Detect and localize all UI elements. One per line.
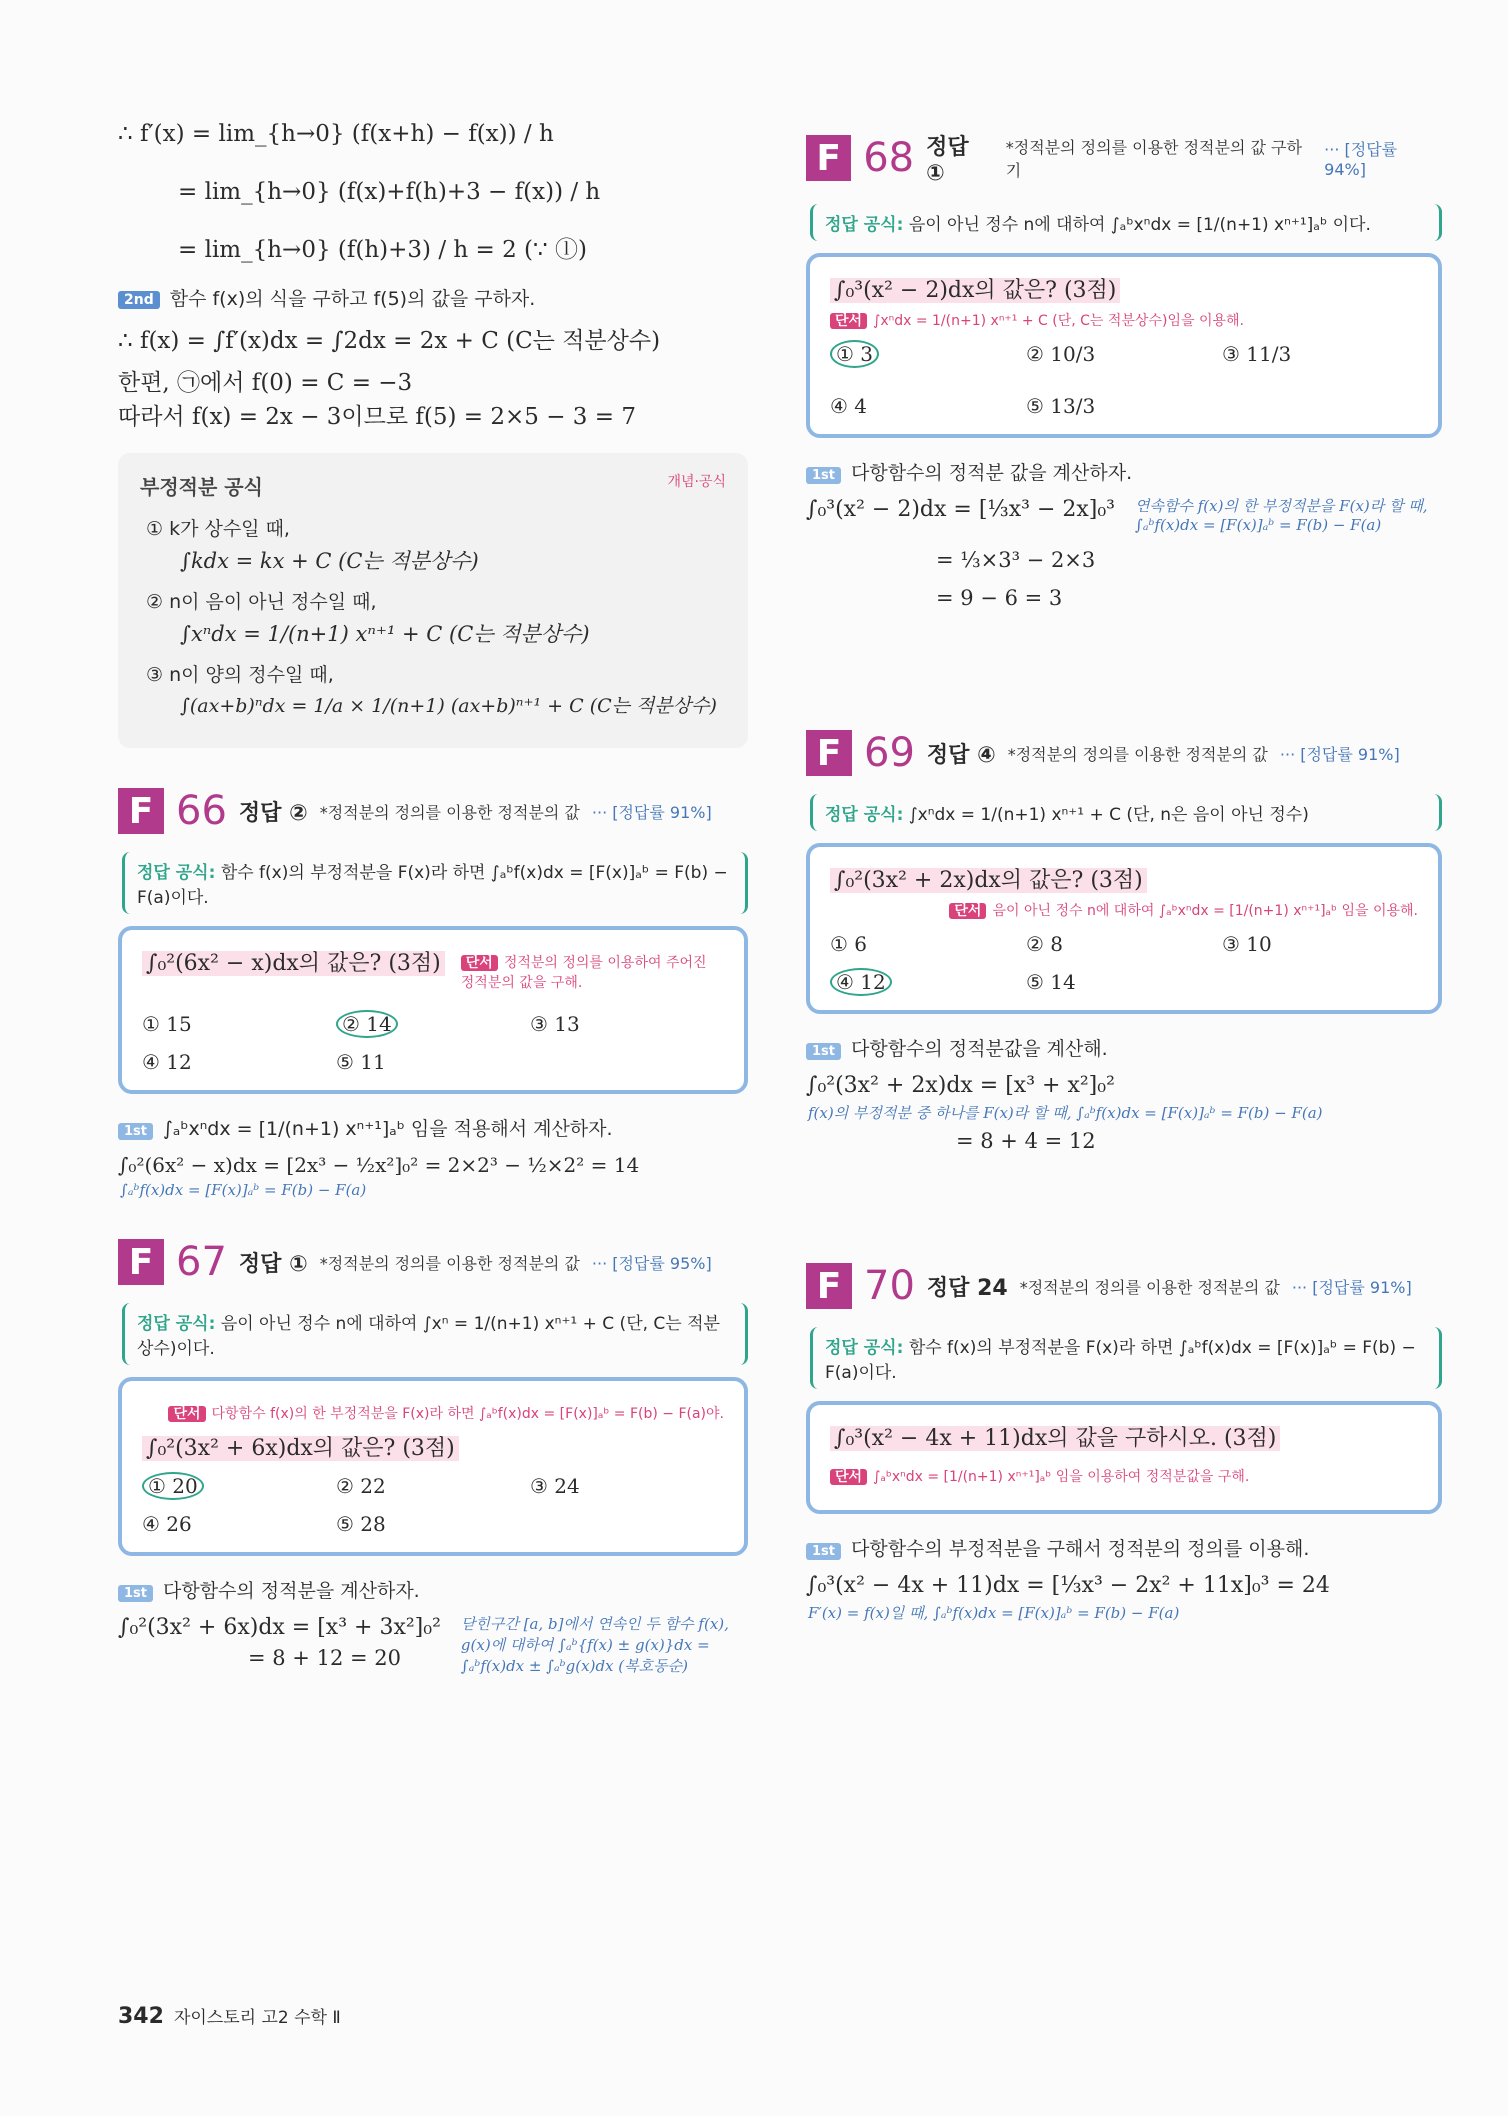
solution: 1st 다항함수의 정적분값을 계산해. ∫₀²(3x² + 2x)dx = [x³ + x²]₀² f(x)의 부정적분 중 하나를 F(x)라 할 때, ∫ₐᵇf(x)dx = [F(x)]ₐᵇ = F(b) − F(a) = 8 + 4 = 12 xyxy=(806,1034,1442,1153)
problem-68 xyxy=(806,130,1442,610)
formula-item-3: ∫(ax+b)ⁿdx = 1/a × 1/(n+1) (ax+b)ⁿ⁺¹ + C (C는 적분상수) xyxy=(180,695,717,717)
problem-answer: 정답 ④ xyxy=(926,742,996,768)
choice-1: ① 20 xyxy=(142,1474,336,1498)
step-2 xyxy=(118,284,748,311)
formula-item-1-label: ① k가 상수일 때, xyxy=(146,518,290,540)
solution-note: f(x)의 부정적분 중 하나를 F(x)라 할 때, ∫ₐᵇf(x)dx = [F(x)]ₐᵇ = F(b) − F(a) xyxy=(808,1104,1323,1122)
solution-calc-2: = 8 + 4 = 12 xyxy=(956,1129,1096,1153)
choice-2: ② 10/3 xyxy=(1026,342,1096,366)
solution: 1st 다항함수의 부정적분을 구해서 정적분의 정의를 이용해. ∫₀³(x² − 4x + 11)dx = [⅓x³ − 2x² + 11x]₀³ = 24 F′(x) = f(x)일 때, ∫ₐᵇf(x)dx = [F(x)]ₐᵇ = F(b) − F(a) xyxy=(806,1534,1442,1623)
formula-item-1: ∫kdx = kx + C (C는 적분상수) xyxy=(180,549,479,573)
answer-formula: 정답 공식: ∫xⁿdx = 1/(n+1) xⁿ⁺¹ + C (단, n은 음이 아닌 정수) xyxy=(810,794,1442,831)
choice-2: ② 14 xyxy=(336,1012,530,1036)
problem-topic: *정적분의 정의를 이용한 정적분의 값 xyxy=(1007,744,1268,764)
solution-note: 연속함수 f(x)의 한 부정적분을 F(x)라 할 때, ∫ₐᵇf(x)dx = [F(x)]ₐᵇ = F(b) − F(a) xyxy=(1135,497,1428,534)
solution-calc: ∫₀³(x² − 4x + 11)dx = [⅓x³ − 2x² + 11x]₀³ = 24 xyxy=(806,1573,1330,1598)
choice-1: ① 6 xyxy=(830,932,868,956)
solution-calc: ∫₀³(x² − 2)dx = [⅓x³ − 2x]₀³ xyxy=(806,497,1115,522)
result-line: 따라서 f(x) = 2x − 3이므로 f(5) = 2×5 − 3 = 7 xyxy=(118,404,636,430)
choice-3: ③ 13 xyxy=(530,1012,580,1036)
derivation-line-2: = lim_{h→0} (f(x)+f(h)+3 − f(x)) / h xyxy=(178,179,601,205)
formula-item-2-label: ② n이 음이 아닌 정수일 때, xyxy=(146,591,377,613)
derivation-line-1: ∴ f′(x) = lim_{h→0} (f(x+h) − f(x)) / h xyxy=(118,121,554,147)
choice-4: ④ 26 xyxy=(142,1512,192,1536)
question-text: ∫₀³(x² − 2)dx의 값은? (3점) xyxy=(830,278,1120,303)
problem-number: 69 xyxy=(864,730,915,776)
answer-formula: 정답 공식: 음이 아닌 정수 n에 대하여 ∫ₐᵇxⁿdx = [1/(n+1) xⁿ⁺¹]ₐᵇ 이다. xyxy=(810,204,1442,241)
hint: 단서 다항함수 f(x)의 한 부정적분을 F(x)라 하면 ∫ₐᵇf(x)dx = [F(x)]ₐᵇ = F(b) − F(a)야. xyxy=(142,1403,724,1423)
problem-badge: F xyxy=(806,730,852,776)
choice-5: ⑤ 14 xyxy=(1026,970,1076,994)
formula-box-title: 부정적분 공식 xyxy=(140,475,263,499)
solution-calc: ∫₀²(3x² + 2x)dx = [x³ + x²]₀² xyxy=(806,1073,1115,1098)
hint: 단서 ∫xⁿdx = 1/(n+1) xⁿ⁺¹ + C (단, C는 적분상수)임을 이용해. xyxy=(830,310,1418,330)
solution: 1st 다항함수의 정적분 값을 계산하자. ∫₀³(x² − 2)dx = [⅓x³ − 2x]₀³ 연속함수 f(x)의 한 부정적분을 F(x)라 할 때, ∫ₐᵇf(x)dx = [F(x)]ₐᵇ = F(b) − F(a) = ⅓×3³ − 2×3 = 9 − 6 = 3 xyxy=(806,458,1442,610)
problem-badge: F xyxy=(806,135,851,181)
choice-5: ⑤ 11 xyxy=(336,1050,386,1074)
book-title: 자이스토리 고2 수학 Ⅱ xyxy=(173,2008,341,2028)
problem-answer: 정답 24 xyxy=(926,1275,1008,1301)
problem-answer: 정답 ① xyxy=(926,135,969,186)
solution-calc: ∫₀²(3x² + 6x)dx = [x³ + 3x²]₀² xyxy=(118,1615,441,1640)
choice-3: ③ 11/3 xyxy=(1222,342,1292,366)
choices xyxy=(142,1012,724,1074)
problem-topic: *정적분의 정의를 이용한 정적분의 값 구하기 xyxy=(1005,138,1302,180)
problem-66 xyxy=(118,788,748,1199)
indefinite-integral-formula-box xyxy=(118,453,748,748)
hint: 단서 음이 아닌 정수 n에 대하여 ∫ₐᵇxⁿdx = [1/(n+1) xⁿ⁺¹]ₐᵇ 임을 이용해. xyxy=(830,900,1418,920)
page-number: 342 xyxy=(118,2004,164,2029)
problem-rate: ··· [정답률 95%] xyxy=(591,1253,712,1273)
problem-badge: F xyxy=(118,1239,164,1285)
integral-line: ∴ f(x) = ∫f′(x)dx = ∫2dx = 2x + C (C는 적분상수) xyxy=(118,328,661,354)
choice-2: ② 22 xyxy=(336,1474,386,1498)
choices xyxy=(830,342,1418,418)
hint: 단서 정적분의 정의를 이용하여 주어진 정적분의 값을 구해. xyxy=(460,955,707,991)
step-2-text: 함수 f(x)의 식을 구하고 f(5)의 값을 구하자. xyxy=(169,288,536,310)
choice-4: ④ 4 xyxy=(830,394,868,418)
hint: 단서 ∫ₐᵇxⁿdx = [1/(n+1) xⁿ⁺¹]ₐᵇ 임을 이용하여 정적분값을 구해. xyxy=(830,1466,1418,1486)
right-column xyxy=(806,130,1442,1623)
choice-1: ① 15 xyxy=(142,1012,192,1036)
question-box xyxy=(806,253,1442,438)
solution: 1st ∫ₐᵇxⁿdx = [1/(n+1) xⁿ⁺¹]ₐᵇ 임을 적용해서 계산하자. ∫₀²(6x² − x)dx = [2x³ − ½x²]₀² = 2×2³ − ½×2² = 14 ∫ₐᵇf(x)dx = [F(x)]ₐᵇ = F(b) − F(a) xyxy=(118,1114,748,1199)
formula-item-3-label: ③ n이 양의 정수일 때, xyxy=(146,664,334,686)
question-box xyxy=(118,926,748,1094)
formula-item-2: ∫xⁿdx = 1/(n+1) xⁿ⁺¹ + C (C는 적분상수) xyxy=(180,622,590,646)
question-box xyxy=(118,1377,748,1556)
question-box xyxy=(806,843,1442,1014)
solution-calc: ∫₀²(6x² − x)dx = [2x³ − ½x²]₀² = 2×2³ − ½×2² = 14 xyxy=(118,1153,640,1177)
choice-3: ③ 24 xyxy=(530,1474,580,1498)
problem-number: 66 xyxy=(176,788,227,834)
solution-calc-3: = 9 − 6 = 3 xyxy=(936,586,1063,610)
solution-calc-2: = 8 + 12 = 20 xyxy=(248,1646,401,1670)
choice-5: ⑤ 13/3 xyxy=(1026,394,1096,418)
problem-70 xyxy=(806,1263,1442,1623)
choice-1: ① 3 xyxy=(830,342,1026,366)
answer-formula: 정답 공식: 함수 f(x)의 부정적분을 F(x)라 하면 ∫ₐᵇf(x)dx = [F(x)]ₐᵇ = F(b) − F(a)이다. xyxy=(810,1327,1442,1389)
question-text: ∫₀²(3x² + 6x)dx의 값은? (3점) xyxy=(142,1436,459,1461)
problem-number: 68 xyxy=(863,135,915,181)
problem-topic: *정적분의 정의를 이용한 정적분의 값 xyxy=(1019,1277,1280,1297)
choice-2: ② 8 xyxy=(1026,932,1064,956)
solution-note: F′(x) = f(x)일 때, ∫ₐᵇf(x)dx = [F(x)]ₐᵇ = F(b) − F(a) xyxy=(808,1604,1180,1622)
choice-4: ④ 12 xyxy=(830,970,1026,994)
formula-box-tag: 개념·공식 xyxy=(667,474,726,490)
problem-rate: ··· [정답률 91%] xyxy=(1291,1277,1412,1297)
solution: 1st 다항함수의 정적분을 계산하자. ∫₀²(3x² + 6x)dx = [x³ + 3x²]₀² = 8 + 12 = 20 닫힌구간 [a, b]에서 연속인 두 함수 f(x), g(x)에 대하여 ∫ₐᵇ{f(x) ± g(x)}dx = ∫ₐᵇf(x)dx ± ∫ₐᵇg(x)dx (복호동순) xyxy=(118,1576,748,1676)
problem-rate: ··· [정답률 91%] xyxy=(591,802,712,822)
derivation-line-3: = lim_{h→0} (f(h)+3) / h = 2 (∵ ⓛ) xyxy=(178,237,587,263)
problem-number: 70 xyxy=(864,1263,915,1309)
choice-5: ⑤ 28 xyxy=(336,1512,386,1536)
problem-number: 67 xyxy=(176,1239,227,1285)
choice-3: ③ 10 xyxy=(1222,932,1272,956)
problem-67 xyxy=(118,1239,748,1676)
question-box xyxy=(806,1401,1442,1514)
question-text: ∫₀³(x² − 4x + 11)dx의 값을 구하시오. (3점) xyxy=(830,1426,1280,1451)
problem-69 xyxy=(806,730,1442,1153)
solution-note: ∫ₐᵇf(x)dx = [F(x)]ₐᵇ = F(b) − F(a) xyxy=(120,1181,367,1199)
choice-4: ④ 12 xyxy=(142,1050,192,1074)
problem-rate: ··· [정답률 91%] xyxy=(1279,744,1400,764)
answer-formula: 정답 공식: 함수 f(x)의 부정적분을 F(x)라 하면 ∫ₐᵇf(x)dx = [F(x)]ₐᵇ = F(b) − F(a)이다. xyxy=(122,852,748,914)
problem-badge: F xyxy=(118,788,164,834)
question-text: ∫₀²(3x² + 2x)dx의 값은? (3점) xyxy=(830,868,1147,893)
choices xyxy=(142,1474,724,1536)
problem-topic: *정적분의 정의를 이용한 정적분의 값 xyxy=(319,802,580,822)
problem-topic: *정적분의 정의를 이용한 정적분의 값 xyxy=(319,1253,580,1273)
problem-answer: 정답 ② xyxy=(238,800,308,826)
problem-rate: ··· [정답률 94%] xyxy=(1324,140,1398,179)
left-column xyxy=(118,118,748,1676)
page-footer xyxy=(118,2003,341,2029)
answer-formula: 정답 공식: 음이 아닌 정수 n에 대하여 ∫xⁿ = 1/(n+1) xⁿ⁺¹ + C (단, C는 적분상수)이다. xyxy=(122,1303,748,1365)
step-2-tag: 2nd xyxy=(118,291,160,309)
solution-note: 닫힌구간 [a, b]에서 연속인 두 함수 f(x), g(x)에 대하여 ∫ₐᵇ{f(x) ± g(x)}dx = ∫ₐᵇf(x)dx ± ∫ₐᵇg(x)dx (복호동순) xyxy=(460,1615,729,1675)
problem-badge: F xyxy=(806,1263,852,1309)
question-text: ∫₀²(6x² − x)dx의 값은? (3점) xyxy=(142,951,445,976)
choices xyxy=(830,932,1418,994)
problem-answer: 정답 ① xyxy=(238,1251,308,1277)
constant-line: 한편, ㉠에서 f(0) = C = −3 xyxy=(118,370,413,396)
solution-calc-2: = ⅓×3³ − 2×3 xyxy=(936,548,1096,572)
